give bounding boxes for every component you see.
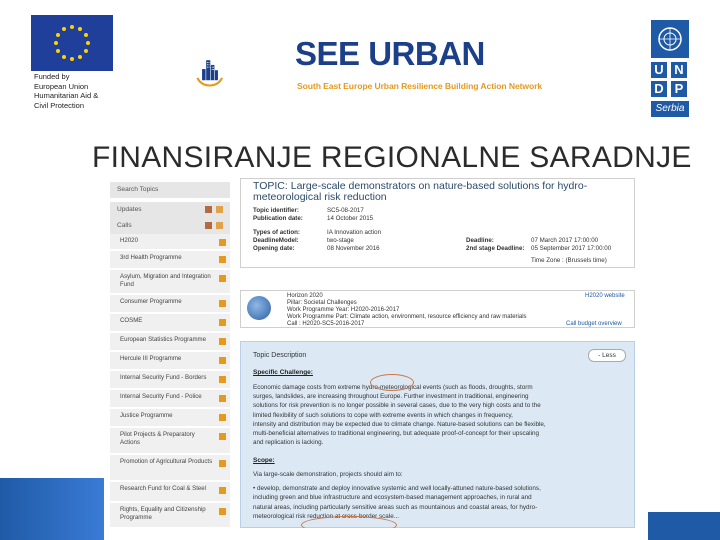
chevron-right-icon <box>219 433 226 440</box>
undp-letter: N <box>671 62 687 78</box>
sidebar-header-label: Updates <box>117 206 142 213</box>
second-stage-deadline-value: 05 September 2017 17:00:00 <box>531 245 612 252</box>
topic-description-panel <box>240 341 635 528</box>
challenge-line: limited flexibility of such solutions to cope with extreme events in which changes in frequency, <box>253 411 513 419</box>
sidebar-header-calls[interactable] <box>110 218 230 234</box>
eu-funding-caption <box>34 72 124 110</box>
topic-title: TOPIC: Large-scale demonstrators on nature-based solutions for hydro-meteorological risk reduction <box>253 180 588 203</box>
sidebar-item-hercule[interactable] <box>110 352 230 370</box>
chevron-right-icon <box>219 256 226 263</box>
field-label: Opening date: <box>253 245 295 252</box>
second-stage-deadline-label: 2nd stage Deadline: <box>466 245 525 252</box>
sidebar-item-h2020[interactable] <box>110 234 230 250</box>
challenge-line: surges, landslides, are increasing throughout Europe. Further investment in traditional, engineering <box>253 393 529 401</box>
time-zone-note: Time Zone : (Brussels time) <box>531 257 607 264</box>
undp-letter: P <box>671 81 687 97</box>
field-label: DeadlineModel: <box>253 237 299 244</box>
decorative-band-left <box>0 478 104 540</box>
call-budget-overview-link[interactable]: Call budget overview <box>566 321 622 327</box>
sidebar-item-consumer[interactable] <box>110 295 230 313</box>
challenge-line: Economic damage costs from extreme hydro-meteorological events (such as floods, droughts, storm <box>253 384 533 391</box>
eu-caption-line: Funded by <box>34 72 70 81</box>
scope-text <box>253 470 593 521</box>
field-value: IA Innovation action <box>327 229 382 236</box>
sidebar-item-label: Hercule III Programme <box>120 355 182 362</box>
sidebar-item-label: Internal Security Fund - Police <box>120 393 202 400</box>
topic-header-box <box>240 178 635 268</box>
scope-heading: Scope: <box>253 457 275 464</box>
sidebar-item-pilot-projects[interactable] <box>110 428 230 454</box>
funding-portal-screenshot <box>105 178 648 528</box>
sidebar-item-justice[interactable] <box>110 409 230 427</box>
decorative-band-right <box>648 512 720 540</box>
challenge-line: solutions for risk prevention is no longer possible in several cases, due to the very high costs and to the <box>253 402 541 410</box>
deadline-value: 07 March 2017 17:00:00 <box>531 237 599 244</box>
programme-line: Work Programme Year: H2020-2016-2017 <box>287 307 400 313</box>
calendar-icon <box>205 206 212 213</box>
un-emblem-icon <box>651 20 689 58</box>
sidebar-item-label: Consumer Programme <box>120 298 182 305</box>
chevron-right-icon <box>219 239 226 246</box>
project-logo-subtitle: South East Europe Urban Resilience Building Action Network <box>297 81 543 91</box>
scope-line: • develop, demonstrate and deploy innovative systemic and well locally-attuned nature-based solutions, <box>253 485 541 493</box>
programme-line: Work Programme Part: Climate action, environment, resource efficiency and raw materials <box>287 314 527 320</box>
globe-icon <box>247 296 271 320</box>
sidebar-item-label: Justice Programme <box>120 412 173 419</box>
programme-info-box <box>240 290 635 328</box>
scope-line: including green and blue infrastructure and ecosystem-based management approaches, in rural and <box>253 494 532 502</box>
h2020-website-link[interactable]: H2020 website <box>585 293 625 299</box>
sidebar-item-label: Promotion of Agricultural Products <box>120 458 213 465</box>
programme-line: Call : H2020-SC5-2016-2017 <box>287 321 365 327</box>
sidebar-item-label: 3rd Health Programme <box>120 254 182 261</box>
chevron-right-icon <box>219 275 226 282</box>
sidebar-item-amif[interactable] <box>110 270 230 294</box>
chevron-right-icon <box>219 357 226 364</box>
sidebar-item-rights[interactable] <box>110 503 230 528</box>
sidebar-item-label: Internal Security Fund - Borders <box>120 374 207 381</box>
chevron-right-icon <box>219 460 226 467</box>
slide-title: FINANSIRANJE REGIONALNE SARADNJE <box>92 141 692 174</box>
sidebar-item-label: Research Fund for Coal & Steel <box>120 485 207 492</box>
challenge-line: and replication is lacking. <box>253 439 324 447</box>
topic-main-panel <box>240 178 648 528</box>
sidebar-header-label: Calls <box>117 222 132 229</box>
eu-caption-line: European Union <box>34 81 89 91</box>
chevron-right-icon <box>219 376 226 383</box>
sidebar-header-search-topics[interactable] <box>110 182 230 198</box>
sidebar-item-label: Pilot Projects & Preparatory Actions <box>120 431 195 446</box>
scope-line: meteorological risk reduction at cross-border scale... <box>253 512 399 520</box>
chevron-right-icon <box>219 414 226 421</box>
highlight-circle-annotation <box>370 374 414 391</box>
less-button[interactable]: - Less <box>588 349 626 362</box>
undp-country-label: Serbia <box>651 101 689 117</box>
field-value: 08 November 2016 <box>327 245 380 252</box>
undp-letter: D <box>651 81 667 97</box>
sidebar-item-health[interactable] <box>110 251 230 269</box>
sidebar-item-label: Asylum, Migration and Integration Fund <box>120 273 211 288</box>
programme-line: Pillar: Societal Challenges <box>287 300 357 306</box>
challenge-line: multi-beneficial alternatives to traditional engineering, but adequate proof-of-concept for their upscaling <box>253 430 539 438</box>
eu-flag-logo <box>31 15 113 71</box>
deadline-label: Deadline: <box>466 237 494 244</box>
programme-line: Horizon 2020 <box>287 293 323 299</box>
eu-caption-line: Civil Protection <box>34 100 85 110</box>
highlight-circle-annotation <box>301 516 397 528</box>
scope-line: Via large-scale demonstration, projects should aim to: <box>253 471 403 478</box>
chevron-right-icon <box>219 338 226 345</box>
sidebar-item-label: European Statistics Programme <box>120 336 207 343</box>
calendar-icon <box>205 222 212 229</box>
sidebar-header-label: Search Topics <box>117 186 159 193</box>
specific-challenge-heading: Specific Challenge: <box>253 369 313 376</box>
chevron-right-icon <box>219 508 226 515</box>
chevron-right-icon <box>219 487 226 494</box>
sidebar-item-coal-steel[interactable] <box>110 482 230 502</box>
scope-line: natural areas, including particularly sensitive areas such as mountainous and coastal areas, for hydro- <box>253 503 538 511</box>
eu-caption-line: Humanitarian Aid & <box>34 91 99 100</box>
challenge-text <box>253 383 593 447</box>
rss-icon <box>216 206 223 213</box>
chevron-right-icon <box>219 300 226 307</box>
project-logo-title: SEE URBAN <box>295 35 485 72</box>
description-title: Topic Description <box>253 352 307 359</box>
rss-icon <box>216 222 223 229</box>
undp-logo <box>651 20 689 120</box>
sidebar-item-isf-police[interactable] <box>110 390 230 408</box>
chevron-right-icon <box>219 319 226 326</box>
chevron-right-icon <box>219 395 226 402</box>
field-label: Publication date: <box>253 215 303 222</box>
field-value: 14 October 2015 <box>327 215 374 222</box>
sidebar-item-cosme[interactable] <box>110 314 230 332</box>
field-value: two-stage <box>327 237 354 244</box>
see-urban-buildings-icon <box>195 22 295 122</box>
sidebar-item-agricultural[interactable] <box>110 455 230 481</box>
field-value: SC5-08-2017 <box>327 207 364 214</box>
sidebar-item-isf-borders[interactable] <box>110 371 230 389</box>
undp-letter: U <box>651 62 667 78</box>
sidebar-item-label: Rights, Equality and Citizenship Programme <box>120 506 206 521</box>
field-label: Topic identifier: <box>253 207 299 214</box>
portal-sidebar <box>110 178 230 528</box>
sidebar-item-statistics[interactable] <box>110 333 230 351</box>
challenge-line: intensity and distribution may be expected due to climate change. Nature-based solutions can be flexible, <box>253 420 546 428</box>
field-label: Types of action: <box>253 229 300 236</box>
sidebar-item-label: H2020 <box>120 237 138 244</box>
sidebar-header-updates[interactable] <box>110 202 230 218</box>
eu-stars-icon <box>31 15 113 71</box>
sidebar-item-label: COSME <box>120 317 143 324</box>
